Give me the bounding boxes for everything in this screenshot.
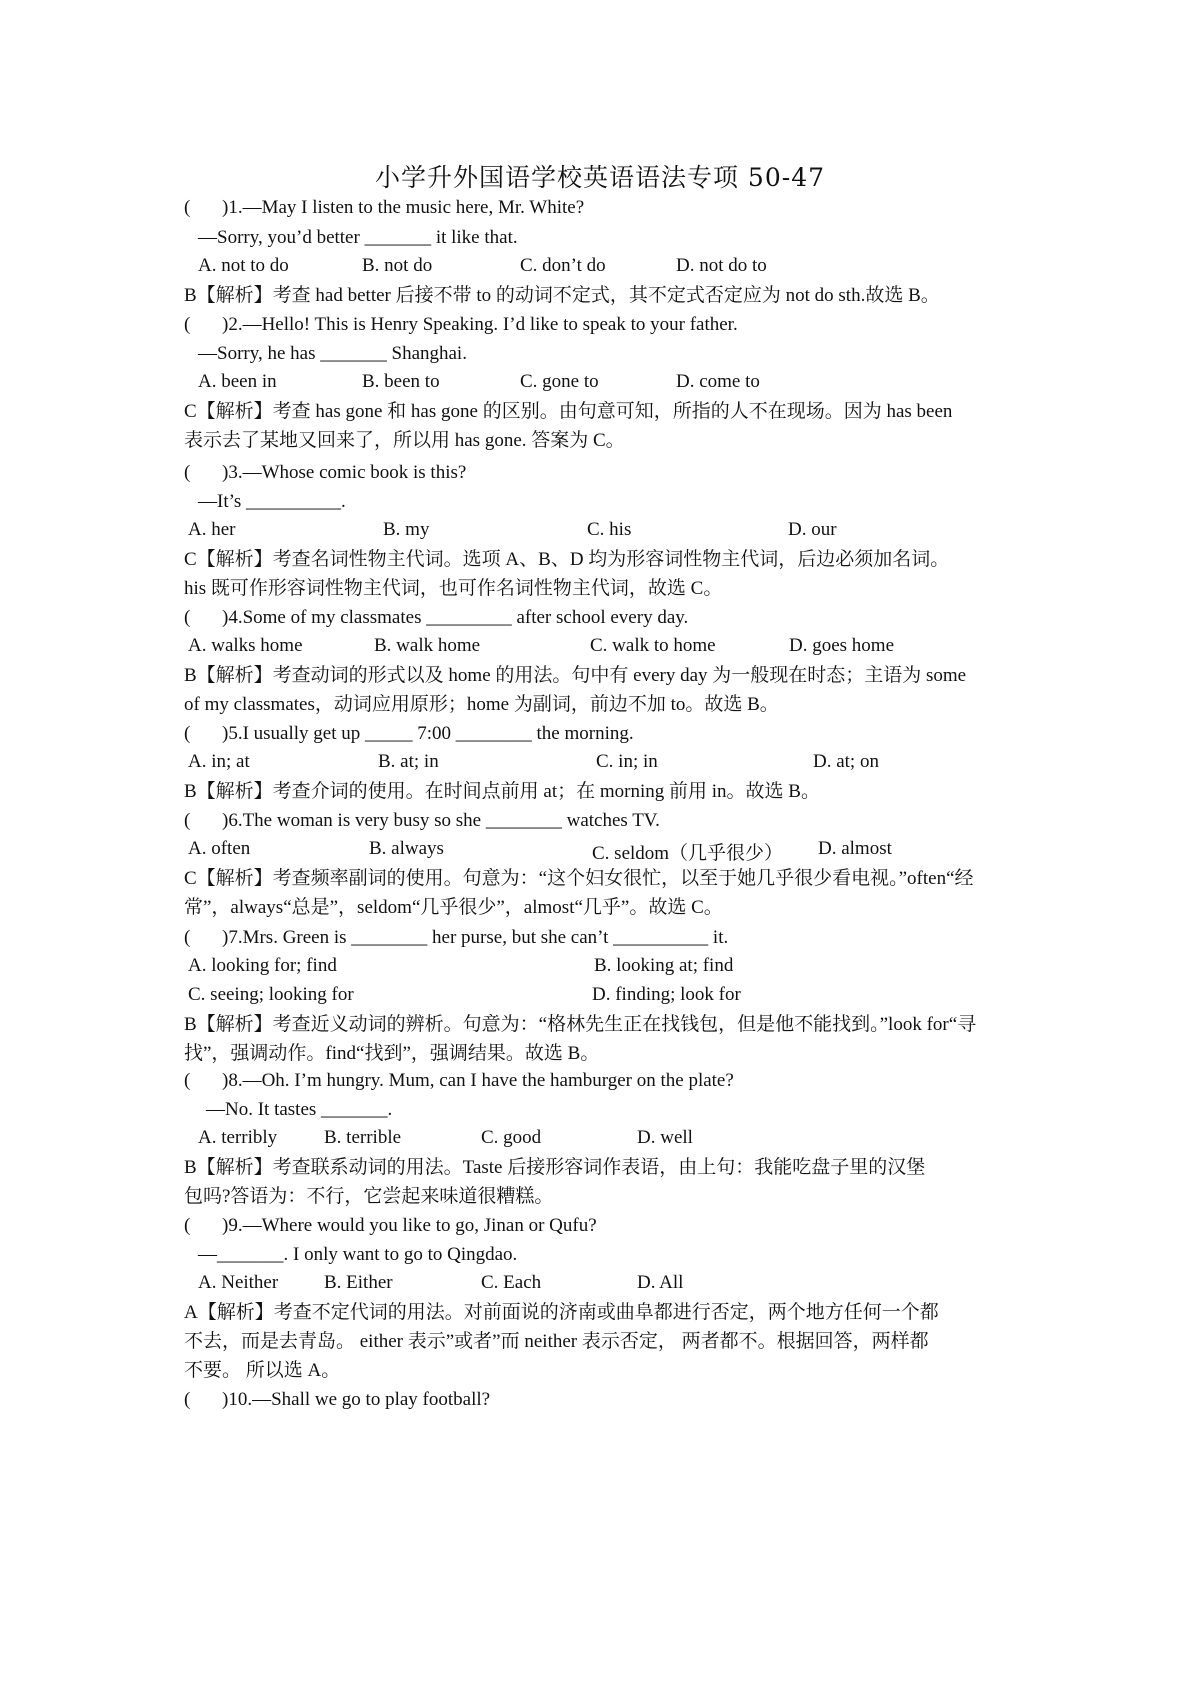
analysis-9-line-1: A【解析】考查不定代词的用法。对前面说的济南或曲阜都进行否定，两个地方任何一个都 [184,1302,939,1323]
option-a: A. in; at [188,751,250,772]
option-a: A. walks home [188,635,303,656]
option-c: C. Each [481,1272,542,1293]
question-9-reply: —_______. I only want to go to Qingdao. [198,1244,518,1265]
option-d: D. goes home [789,635,895,656]
question-number: )1. [222,197,243,218]
analysis-8-line-2: 包吗?答语为：不行，它尝起来味道很糟糕。 [184,1186,554,1207]
analysis-1-line-1: B【解析】考查 had better 后接不带 to 的动词不定式，其不定式否定应为 not do sth.故选 B。 [184,285,940,306]
option-c: C. walk to home [590,635,716,656]
analysis-6-line-2: 常”，always“总是”，seldom“几乎很少”，almost“几乎”。故选 C。 [184,897,723,918]
answer-paren: ( [184,927,191,948]
answer-paren: ( [184,197,191,218]
option-c: C. good [481,1127,542,1148]
analysis-7-line-2: 找”，强调动作。find“找到”，强调结果。故选 B。 [184,1043,600,1064]
analysis-2-line-2: 表示去了某地又回来了，所以用 has gone. 答案为 C。 [184,430,625,451]
question-number: )8. [222,1070,243,1091]
option-b: B. not do [362,255,433,276]
question-2 [184,313,1024,337]
question-2-reply: —Sorry, he has _______ Shanghai. [198,343,467,364]
option-a: A. terribly [198,1127,278,1148]
answer-paren: ( [184,810,191,831]
question-8 [184,1069,1024,1093]
analysis-9-line-2: 不去，而是去青岛。 either 表示”或者”而 neither 表示否定， 两者都不。根据回答，两样都 [184,1331,929,1352]
analysis-9-line-3: 不要。 所以选 A。 [184,1360,341,1381]
option-b: B. looking at; find [594,955,734,976]
option-a: A. been in [198,371,277,392]
option-d: D. All [637,1272,684,1293]
question-number: )6. [222,810,243,831]
analysis-4-line-1: B【解析】考查动词的形式以及 home 的用法。句中有 every day 为一般现在时态；主语为 some [184,665,967,686]
option-d: D. not do to [676,255,767,276]
question-6 [184,809,1024,833]
question-number: )10. [222,1389,253,1410]
question-4 [184,606,1024,630]
option-a: A. looking for; find [188,955,337,976]
option-a: A. Neither [198,1272,279,1293]
analysis-6-line-1: C【解析】考查频率副词的使用。句意为：“这个妇女很忙，以至于她几乎很少看电视。”often“经 [184,868,974,889]
option-c: C. gone to [520,371,599,392]
question-stem: Some of my classmates _________ after school every day. [242,607,689,628]
question-stem: —May I listen to the music here, Mr. White? [242,197,585,218]
option-c: C. in; in [596,751,658,772]
option-b: B. been to [362,371,440,392]
option-c: C. don’t do [520,255,606,276]
analysis-5-line-1: B【解析】考查介词的使用。在时间点前用 at；在 morning 前用 in。故选 B。 [184,781,820,802]
option-b: B. Either [324,1272,393,1293]
option-d: D. finding; look for [592,984,741,1005]
option-b: B. always [369,838,444,859]
analysis-4-line-2: of my classmates，动词应用原形；home 为副词，前边不加 to。故选 B。 [184,694,779,715]
question-8-reply: —No. It tastes _______. [206,1099,393,1120]
answer-paren: ( [184,607,191,628]
question-1-reply: —Sorry, you’d better _______ it like that. [198,227,518,248]
question-5 [184,722,1024,746]
answer-paren: ( [184,1389,191,1410]
analysis-2-line-1: C【解析】考查 has gone 和 has gone 的区别。由句意可知，所指的人不在现场。因为 has been [184,401,953,422]
question-stem: I usually get up _____ 7:00 ________ the morning. [242,723,634,744]
option-d: D. at; on [813,751,879,772]
question-number: )9. [222,1215,243,1236]
question-1 [184,196,1024,220]
question-stem: —Whose comic book is this? [242,462,467,483]
question-number: )3. [222,462,243,483]
question-number: )4. [222,607,243,628]
analysis-8-line-1: B【解析】考查联系动词的用法。Taste 后接形容词作表语，由上句：我能吃盘子里的汉堡 [184,1157,926,1178]
question-stem: —Shall we go to play football? [252,1389,491,1410]
question-10 [184,1388,1024,1412]
answer-paren: ( [184,1215,191,1236]
analysis-3-line-1: C【解析】考查名词性物主代词。选项 A、B、D 均为形容词性物主代词，后边必须加名词。 [184,549,950,570]
question-3 [184,461,1024,485]
question-number: )5. [222,723,243,744]
answer-paren: ( [184,723,191,744]
option-a: A. not to do [198,255,289,276]
question-stem: —Oh. I’m hungry. Mum, can I have the hamburger on the plate? [242,1070,734,1091]
analysis-3-line-2: his 既可作形容词性物主代词，也可作名词性物主代词，故选 C。 [184,578,723,599]
question-9 [184,1214,1024,1238]
question-stem: The woman is very busy so she ________ watches TV. [242,810,660,831]
question-number: )7. [222,927,243,948]
option-b: B. at; in [378,751,439,772]
option-a: A. often [188,838,251,859]
option-c: C. his [587,519,632,540]
page-title: 小学升外国语学校英语语法专项 50-47 [374,163,826,192]
option-b: B. terrible [324,1127,402,1148]
question-stem: Mrs. Green is ________ her purse, but she can’t __________ it. [242,927,729,948]
option-d: D. our [788,519,837,540]
question-3-reply: —It’s __________. [198,491,346,512]
answer-paren: ( [184,462,191,483]
option-a: A. her [188,519,236,540]
option-c: C. seldom（几乎很少） [592,843,784,864]
question-number: )2. [222,314,243,335]
option-d: D. almost [818,838,892,859]
question-7 [184,926,1024,950]
answer-paren: ( [184,1070,191,1091]
question-stem: —Where would you like to go, Jinan or Qufu? [242,1215,597,1236]
answer-paren: ( [184,314,191,335]
option-d: D. well [637,1127,693,1148]
analysis-7-line-1: B【解析】考查近义动词的辨析。句意为：“格林先生正在找钱包，但是他不能找到。”look for“寻 [184,1014,977,1035]
option-c: C. seeing; looking for [188,984,354,1005]
option-d: D. come to [676,371,760,392]
option-b: B. walk home [374,635,481,656]
option-b: B. my [383,519,430,540]
question-stem: —Hello! This is Henry Speaking. I’d like to speak to your father. [242,314,738,335]
